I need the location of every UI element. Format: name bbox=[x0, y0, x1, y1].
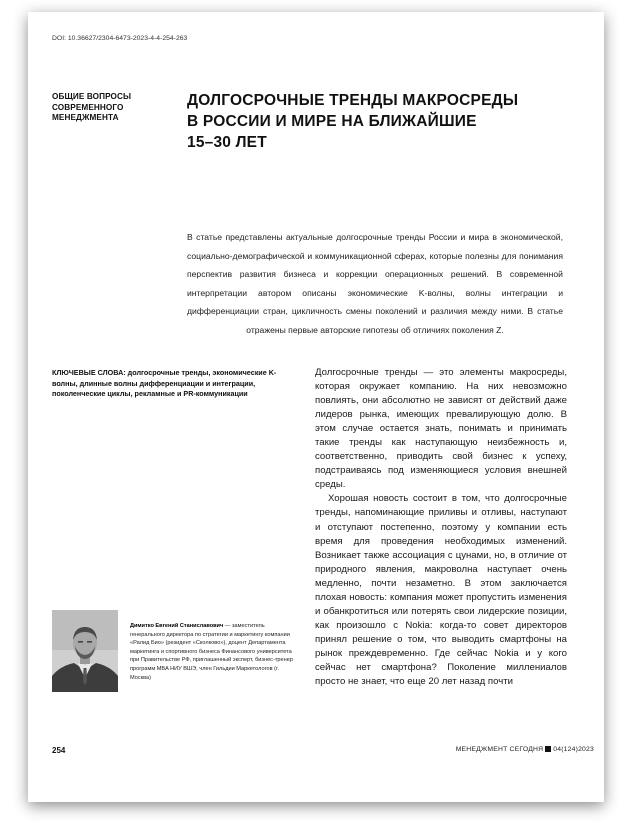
title-line: ДОЛГОСРОЧНЫЕ ТРЕНДЫ МАКРОСРЕДЫ bbox=[187, 92, 519, 109]
keywords-block bbox=[52, 368, 292, 400]
rubric-line: ОБЩИЕ ВОПРОСЫ bbox=[52, 92, 132, 101]
author-portrait-image bbox=[52, 610, 118, 692]
rubric-line: МЕНЕДЖМЕНТА bbox=[52, 113, 119, 122]
square-bullet-icon bbox=[545, 746, 551, 752]
title-line: В РОССИИ И МИРЕ НА БЛИЖАЙШИЕ bbox=[187, 113, 477, 130]
rubric-line: СОВРЕМЕННОГО bbox=[52, 102, 124, 112]
author-photo bbox=[52, 610, 118, 692]
journal-name: МЕНЕДЖМЕНТ СЕГОДНЯ bbox=[455, 746, 544, 753]
page-number: 254 bbox=[52, 746, 66, 755]
doi-line: DOI: 10.36627/2304-6473-2023-4-4-254-263 bbox=[52, 35, 188, 42]
author-info bbox=[130, 622, 298, 682]
abstract: В статье представлены актуальные долгосрочные тренды России и мира в экономической, социально-демографической и коммуникационной сферах, которые полезны для понимания перспектив развития бизнеса и коррекции операционных решений. В современной интерпретации автором описаны экономические K-волны, волны интеграции и дифференциации стран, цикличность смены поколений и различия между ними. В статье отражены первые авторские гипотезы об отличиях поколения Z. bbox=[187, 232, 563, 335]
journal-footer bbox=[456, 746, 594, 753]
article-body bbox=[315, 366, 567, 689]
author-name: Димитко Евгений Станиславович bbox=[130, 623, 224, 629]
journal-issue: 04(124)2023 bbox=[553, 746, 594, 753]
keywords-label: КЛЮЧЕВЫЕ СЛОВА: bbox=[52, 368, 126, 377]
title-line: 15–30 ЛЕТ bbox=[187, 134, 267, 151]
body-paragraph: Долгосрочные тренды — это элементы макросреды, которая окружает компанию. На них невозможно повлиять, они абсолютно не зависят от действий даже лидеров рынка, имеющих превалирующую долю. В этом случае остается знать, понимать и принимать такие тренды как наступающую неизбежность и, соответственно, приводить свой бизнес к успеху, подстраиваясь под изменяющиеся условия внешней среды. bbox=[315, 367, 567, 491]
keywords-text: долгосрочные тренды, экономические K-волны, длинные волны дифференциации и интеграции, поколенческие циклы, рекламные и PR-коммуникации bbox=[52, 368, 277, 399]
body-paragraph: Хорошая новость состоит в том, что долгосрочные тренды, напоминающие приливы и отливы, наступают и отступают постепенно, поэтому у компании есть время для проведения необходимых изменений. Возникает также ассоциация с цунами, но, в отличие от природного явления, макроволна наступает очень медленно, почти незаметно. В этом заключается плохая новость: компания может пропустить изменения и обанкротиться или потерять свои лидерские позиции, как произошло с Nokia: когда-то совет директоров принял решение о том, что выводить смартфоны на рынок преждевременно. Где сейчас Nokia и у кого сейчас нет смартфона? Поколение миллениалов просто не знает, что еще 20 лет назад почти bbox=[315, 493, 567, 688]
section-rubric bbox=[52, 92, 162, 124]
article-title bbox=[187, 90, 547, 153]
author-bio: — заместитель генерального директора по стратегии и маркетингу компании «Ралид Био» (резидент «Сколково»), доцент Департамента маркетинга и спортивного бизнеса Финансового университета при Правительстве РФ, приглашенный эксперт, бизнес-тренер программ MBA НИУ ВШЭ, член Гильдии Маркетологов (г. Москва) bbox=[130, 623, 293, 681]
